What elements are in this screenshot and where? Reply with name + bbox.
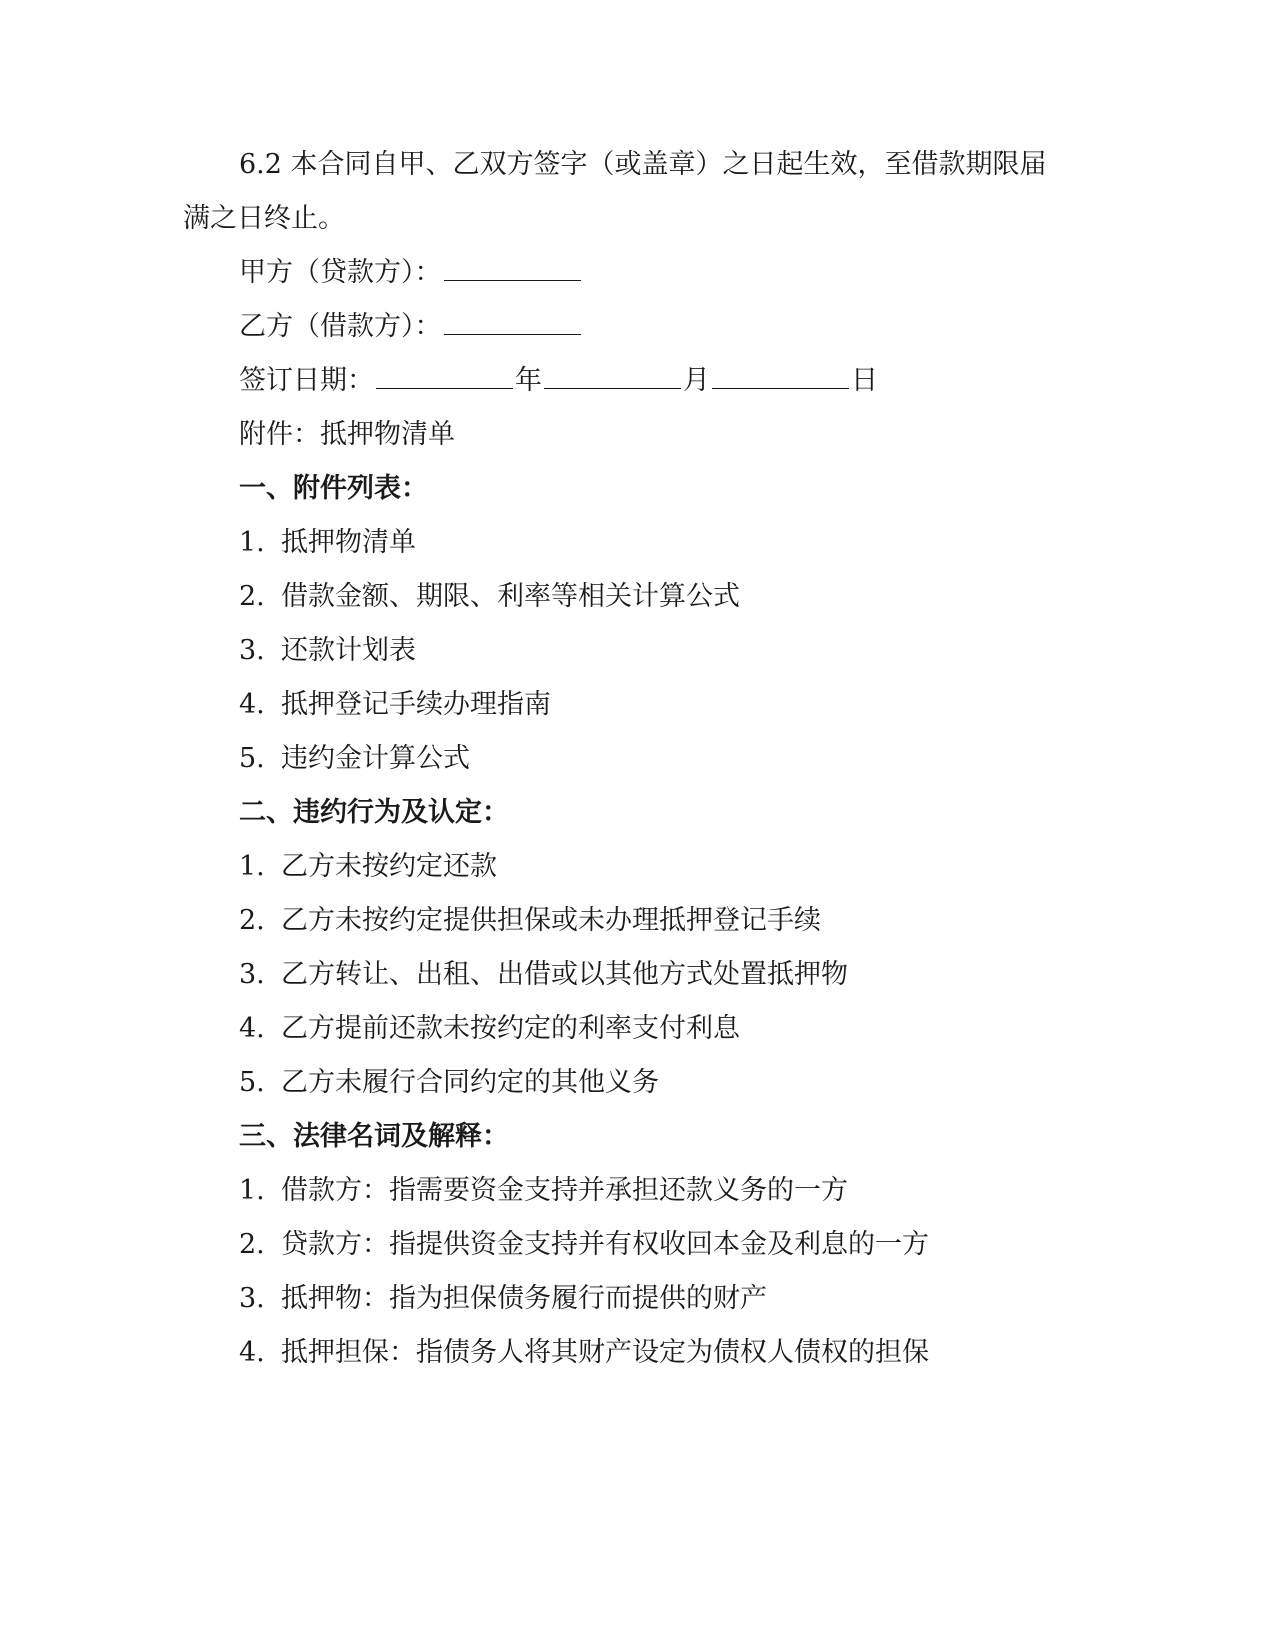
- list-item-number: 3.: [239, 959, 265, 990]
- sign-day-label: 日: [851, 365, 878, 396]
- list-item-number: 1.: [239, 851, 265, 882]
- party-a-label: 甲方（贷款方）：: [239, 257, 442, 288]
- sign-year-blank: [376, 360, 513, 389]
- list-item-number: 4.: [239, 689, 265, 720]
- list-item-text: 贷款方：指提供资金支持并有权收回本金及利息的一方: [281, 1229, 929, 1260]
- list-item-text: 抵押物：指为担保债务履行而提供的财产: [281, 1283, 767, 1314]
- list-item-number: 1.: [239, 527, 265, 558]
- sign-date-label: 签订日期：: [239, 365, 374, 396]
- list-item: [183, 1218, 1063, 1272]
- list-item-text: 违约金计算公式: [281, 743, 470, 774]
- list-item: [183, 678, 1063, 732]
- clause-6-2: 6.2 本合同自甲、乙双方签字（或盖章）之日起生效，至借款期限届满之日终止。: [183, 149, 1047, 234]
- list-item: [183, 1164, 1063, 1218]
- list-item-text: 乙方未按约定还款: [281, 851, 497, 882]
- list-item: [183, 948, 1063, 1002]
- sign-date-line: [183, 354, 1063, 408]
- attachment-line: 附件：抵押物清单: [239, 419, 455, 450]
- party-b-label: 乙方（借款方）：: [239, 311, 442, 342]
- list-item: [183, 516, 1063, 570]
- list-item: [183, 1326, 1063, 1380]
- list-item-number: 2.: [239, 1229, 265, 1260]
- list-item: [183, 1002, 1063, 1056]
- list-item-text: 还款计划表: [281, 635, 416, 666]
- party-b-blank: [444, 306, 581, 335]
- list-item: [183, 1056, 1063, 1110]
- section-heading: 二、违约行为及认定：: [239, 797, 509, 828]
- sign-year-label: 年: [515, 365, 542, 396]
- list-item-number: 3.: [239, 635, 265, 666]
- list-item-text: 抵押物清单: [281, 527, 416, 558]
- party-b-line: [183, 300, 1063, 354]
- list-item-number: 4.: [239, 1337, 265, 1368]
- list-item-text: 借款金额、期限、利率等相关计算公式: [281, 581, 740, 612]
- list-item-number: 3.: [239, 1283, 265, 1314]
- list-item: [183, 624, 1063, 678]
- list-item-text: 乙方转让、出租、出借或以其他方式处置抵押物: [281, 959, 848, 990]
- list-item-number: 2.: [239, 905, 265, 936]
- list-item-text: 抵押登记手续办理指南: [281, 689, 551, 720]
- list-item: [183, 840, 1063, 894]
- list-item: [183, 1272, 1063, 1326]
- section-heading: 一、附件列表：: [239, 473, 428, 504]
- list-item-text: 借款方：指需要资金支持并承担还款义务的一方: [281, 1175, 848, 1206]
- list-item: [183, 570, 1063, 624]
- list-item-text: 乙方未履行合同约定的其他义务: [281, 1067, 659, 1098]
- document-body: [183, 138, 1063, 1380]
- list-item-number: 5.: [239, 743, 265, 774]
- party-a-line: [183, 246, 1063, 300]
- list-item-number: 1.: [239, 1175, 265, 1206]
- section-heading: 三、法律名词及解释：: [239, 1121, 509, 1152]
- list-item-text: 抵押担保：指债务人将其财产设定为债权人债权的担保: [281, 1337, 929, 1368]
- sign-month-label: 月: [683, 365, 710, 396]
- list-item-number: 5.: [239, 1067, 265, 1098]
- list-item: [183, 894, 1063, 948]
- party-a-blank: [444, 252, 581, 281]
- list-item-text: 乙方未按约定提供担保或未办理抵押登记手续: [281, 905, 821, 936]
- sign-month-blank: [544, 360, 681, 389]
- list-item: [183, 732, 1063, 786]
- list-item-number: 4.: [239, 1013, 265, 1044]
- list-item-number: 2.: [239, 581, 265, 612]
- list-item-text: 乙方提前还款未按约定的利率支付利息: [281, 1013, 740, 1044]
- sign-day-blank: [712, 360, 849, 389]
